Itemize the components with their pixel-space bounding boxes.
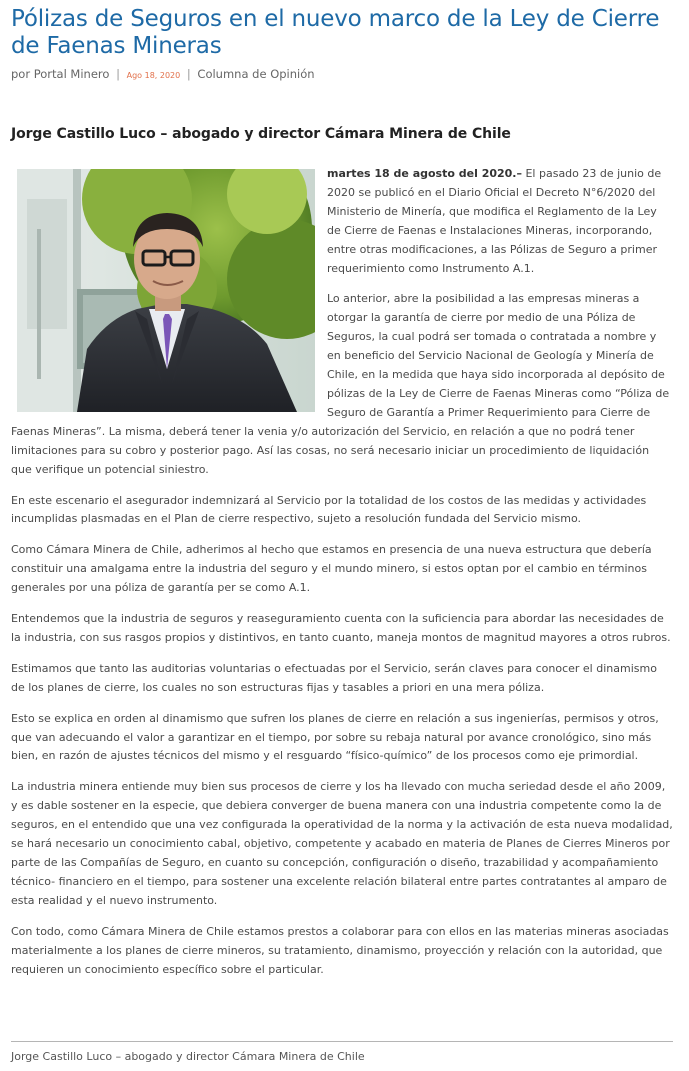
- author-caption: Jorge Castillo Luco – abogado y director Cámara Minera de Chile: [11, 1050, 365, 1063]
- category-link[interactable]: Columna de Opinión: [197, 67, 315, 81]
- body-paragraph: La industria minera entiende muy bien sus procesos de cierre y los ha llevado con mucha seriedad desde el año 2009, y es dable sostener en la especie, que debiera converger de buena manera con una industria competente como la de seguros, en el entendido que una vez configurada la operatividad de la norma y la activación de esta nueva modalidad, se hará necesario un conocimiento cabal, objetivo, competente y acabado en materia de Planes de Cierres Mineros por parte de las Compañías de Seguro, en cuanto su concepción, configuración o diseño, trazabilidad y acompañamiento técnico- financiero en el tiempo, para sostener una excelente relación bilateral entre partes contratantes al amparo de esta realidad y el nuevo instrumento.: [11, 780, 673, 907]
- lead-text: El pasado 23 de junio de 2020 se publicó en el Diario Oficial el Decreto N°6/2020 del Ministerio de Minería, que modifica el Reglamento de la Ley de Cierre de Faenas e Instalaciones Mineras, incorporando, entre otras modificaciones, a las Pólizas de Seguro a primer requerimiento como Instrumento A.1.: [327, 167, 662, 275]
- post-meta: [11, 67, 315, 81]
- post-date: Ago 18, 2020: [126, 71, 181, 80]
- meta-separator: |: [186, 67, 191, 81]
- article-body: [11, 165, 673, 991]
- caption-divider: [11, 1041, 673, 1042]
- author-link[interactable]: por Portal Minero: [11, 67, 110, 81]
- body-paragraph: Lo anterior, abre la posibilidad a las empresas mineras a otorgar la garantía de cierre por medio de una Póliza de Seguros, la cual podrá ser tomada o contratada a nombre y en beneficio del Servicio Nacional de Geología y Minería de Chile, en la medida que haya sido incorporada al depósito de pólizas de la Ley de Cierre de Faenas Mineras como “Póliza de Seguro de Garantía a Primer Requerimiento para Cierre de Faenas Mineras”. La misma, deberá tener la venia y/o autorización del Servicio, en relación a que no podrá tener limitaciones para su cobro y posterior pago. Así las cosas, no será necesario iniciar un procedimiento de liquidación que verifique un potencial siniestro.: [11, 292, 670, 476]
- dateline: martes 18 de agosto del 2020.–: [327, 167, 522, 180]
- body-paragraph: Entendemos que la industria de seguros y reaseguramiento cuenta con la suficiencia para abordar las necesidades de la industria, con sus rasgos propios y distintivos, en tanto cuanto, maneja montos de magnitud mayores a otros rubros.: [11, 612, 671, 644]
- body-paragraph: Como Cámara Minera de Chile, adherimos al hecho que estamos en presencia de una nueva estructura que debería constituir una amalgama entre la industria del seguro y el mundo minero, si estos optan por el cambio en términos generales por una póliza de garantía per se como A.1.: [11, 543, 652, 595]
- body-paragraph: Esto se explica en orden al dinamismo que sufren los planes de cierre en relación a sus ingenierías, permisos y otros, que van adecuando el valor a garantizar en el tiempo, por sobre su rebaja natural por avance cronológico, sino más bien, en razón de ajustes técnicos del mismo y el resguardo “físico-químico” de los procesos como eje primordial.: [11, 711, 659, 763]
- article-subtitle: Jorge Castillo Luco – abogado y director Cámara Minera de Chile: [11, 126, 511, 142]
- article-title: Pólizas de Seguros en el nuevo marco de la Ley de Cierre de Faenas Mineras: [11, 6, 660, 59]
- body-paragraph: Con todo, como Cámara Minera de Chile estamos prestos a colaborar para con ellos en las materias mineras asociadas materialmente a los planes de cierre mineros, su tratamiento, dinamismo, proyección y relación con la autoridad, que requieren un conocimiento específico sobre el particular.: [11, 924, 669, 976]
- meta-separator: |: [116, 67, 120, 81]
- photo-float-spacer: [11, 165, 327, 412]
- body-paragraph: Estimamos que tanto las auditorias voluntarias o efectuadas por el Servicio, serán claves para conocer el dinamismo de los planes de cierre, los cuales no son estructuras fijas y tasables a priori en una mera póliza.: [11, 661, 657, 694]
- body-paragraph: En este escenario el asegurador indemnizará al Servicio por la totalidad de los costos de las medidas y actividades incumplidas plasmadas en el Plan de cierre respectivo, sujeto a resolución fundada del Servicio mismo.: [11, 493, 647, 526]
